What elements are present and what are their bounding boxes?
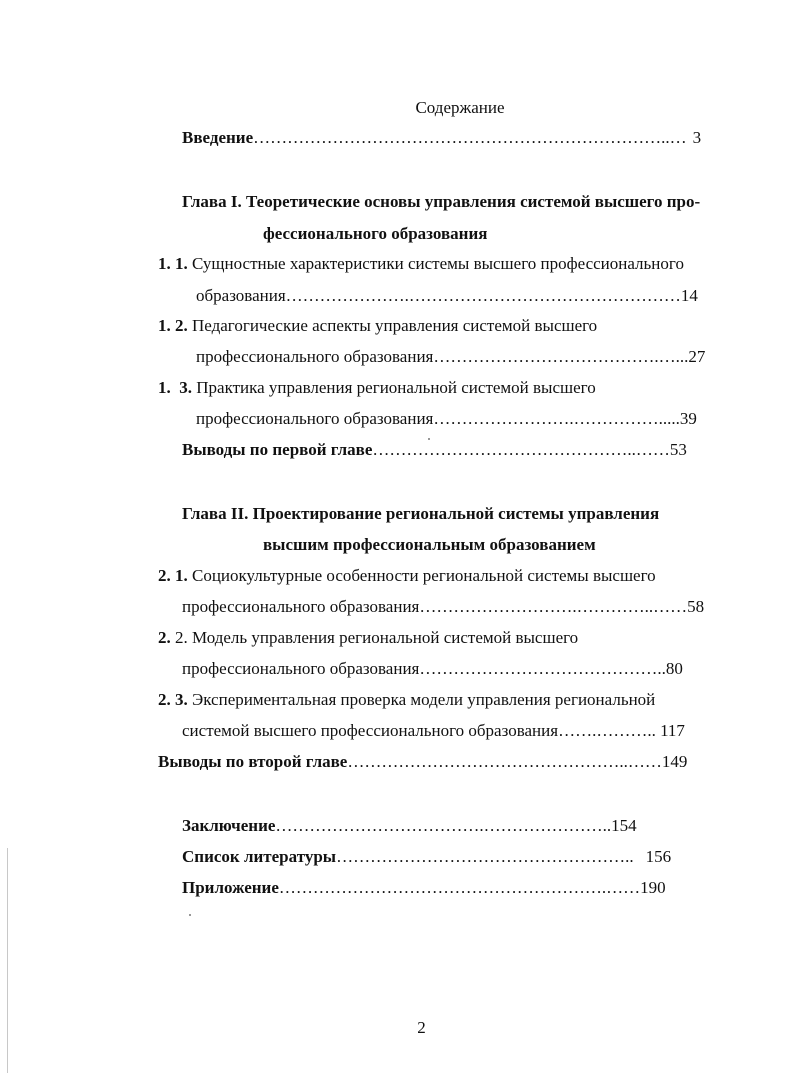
toc-section-1-3-line-2[interactable]: профессионального образования…………………….…………….....39 bbox=[196, 409, 697, 428]
page-number: 2 bbox=[417, 1018, 426, 1037]
chapter-1-heading-line-2: фессионального образования bbox=[263, 224, 488, 243]
toc-section-2-2[interactable] bbox=[158, 627, 578, 649]
scan-speck bbox=[189, 914, 191, 916]
section-number: 1. 1. bbox=[158, 254, 188, 273]
toc-page-number: 149 bbox=[661, 752, 688, 771]
toc-section-1-3[interactable] bbox=[158, 377, 596, 399]
section-number: 2. 3. bbox=[158, 690, 188, 709]
section-number: 1. 2. bbox=[158, 316, 188, 335]
toc-entry-label: Список литературы bbox=[182, 847, 337, 866]
section-title-line-1: Модель управления региональной системой высшего bbox=[192, 628, 579, 647]
chapter-2-heading-line-2: высшим профессиональным образованием bbox=[263, 535, 596, 554]
toc-section-1-2-line-2[interactable]: профессионального образования………………………………….…...27 bbox=[196, 347, 706, 366]
toc-section-2-1-line-2[interactable]: профессионального образования……………………….…………..……58 bbox=[182, 597, 705, 616]
toc-page-number: 53 bbox=[669, 440, 687, 459]
toc-section-1-1[interactable] bbox=[158, 253, 684, 275]
toc-leader: ………………………………………..…… bbox=[372, 440, 670, 459]
toc-section-2-2-line-2[interactable]: профессионального образования……………………………………..80 bbox=[182, 659, 683, 678]
toc-leader: ………………………………………………………………..… bbox=[253, 128, 687, 147]
toc-entry-bibliography[interactable] bbox=[182, 846, 671, 868]
section-title-line-1: Практика управления региональной системой высшего bbox=[196, 378, 596, 397]
section-title-line-1: Социокультурные особенности региональной системы высшего bbox=[192, 566, 656, 585]
toc-page-number: 154 bbox=[611, 816, 637, 835]
toc-chapter-2-conclusion[interactable] bbox=[158, 751, 687, 773]
section-number: 2. bbox=[158, 628, 171, 647]
chapter-2-heading-line-1: Глава II. Проектирование региональной системы управления bbox=[182, 504, 660, 523]
scan-edge-mark bbox=[7, 848, 8, 1073]
toc-entry-conclusion[interactable] bbox=[182, 815, 637, 837]
toc-section-2-3[interactable] bbox=[158, 689, 655, 711]
toc-page-number: 156 bbox=[645, 847, 672, 866]
toc-leader: …………………………………………….. bbox=[336, 847, 634, 866]
section-number: 1. 3. bbox=[158, 378, 192, 397]
toc-section-1-1-line-2[interactable]: образования………………….…………………………………………14 bbox=[196, 286, 698, 305]
toc-entry-label: Приложение bbox=[182, 878, 279, 897]
section-number-rest: 2. bbox=[170, 628, 188, 647]
toc-entry-label: Заключение bbox=[182, 816, 276, 835]
section-title-line-1: Педагогические аспекты управления системой высшего bbox=[192, 316, 598, 335]
toc-leader: …………………………………………..…… bbox=[347, 752, 662, 771]
toc-entry-intro[interactable] bbox=[182, 127, 734, 149]
toc-section-2-1[interactable] bbox=[158, 565, 656, 587]
toc-entry-label: Введение bbox=[182, 128, 254, 147]
toc-chapter-1-conclusion[interactable] bbox=[182, 439, 687, 461]
toc-entry-appendix[interactable] bbox=[182, 877, 666, 899]
toc-entry-label: Выводы по первой главе bbox=[182, 440, 373, 459]
page-title: Содержание bbox=[415, 98, 505, 117]
toc-section-1-2[interactable] bbox=[158, 315, 597, 337]
chapter-1-heading-line-1: Глава I. Теоретические основы управления системой высшего про- bbox=[182, 192, 701, 211]
section-number: 2. 1. bbox=[158, 566, 188, 585]
section-title-line-1: Сущностные характеристики системы высшего профессионального bbox=[192, 254, 684, 273]
toc-leader: ……………………………….………………….. bbox=[275, 816, 612, 835]
toc-leader: ………………………………………………….…… bbox=[278, 878, 641, 897]
toc-page-number: 190 bbox=[640, 878, 666, 897]
section-title-line-1: Экспериментальная проверка модели управления региональной bbox=[192, 690, 656, 709]
toc-section-2-3-line-2[interactable]: системой высшего профессионального образования…….……….. 117 bbox=[182, 721, 685, 740]
toc-entry-label: Выводы по второй главе bbox=[158, 752, 348, 771]
toc-page-number: 3 bbox=[692, 128, 702, 147]
